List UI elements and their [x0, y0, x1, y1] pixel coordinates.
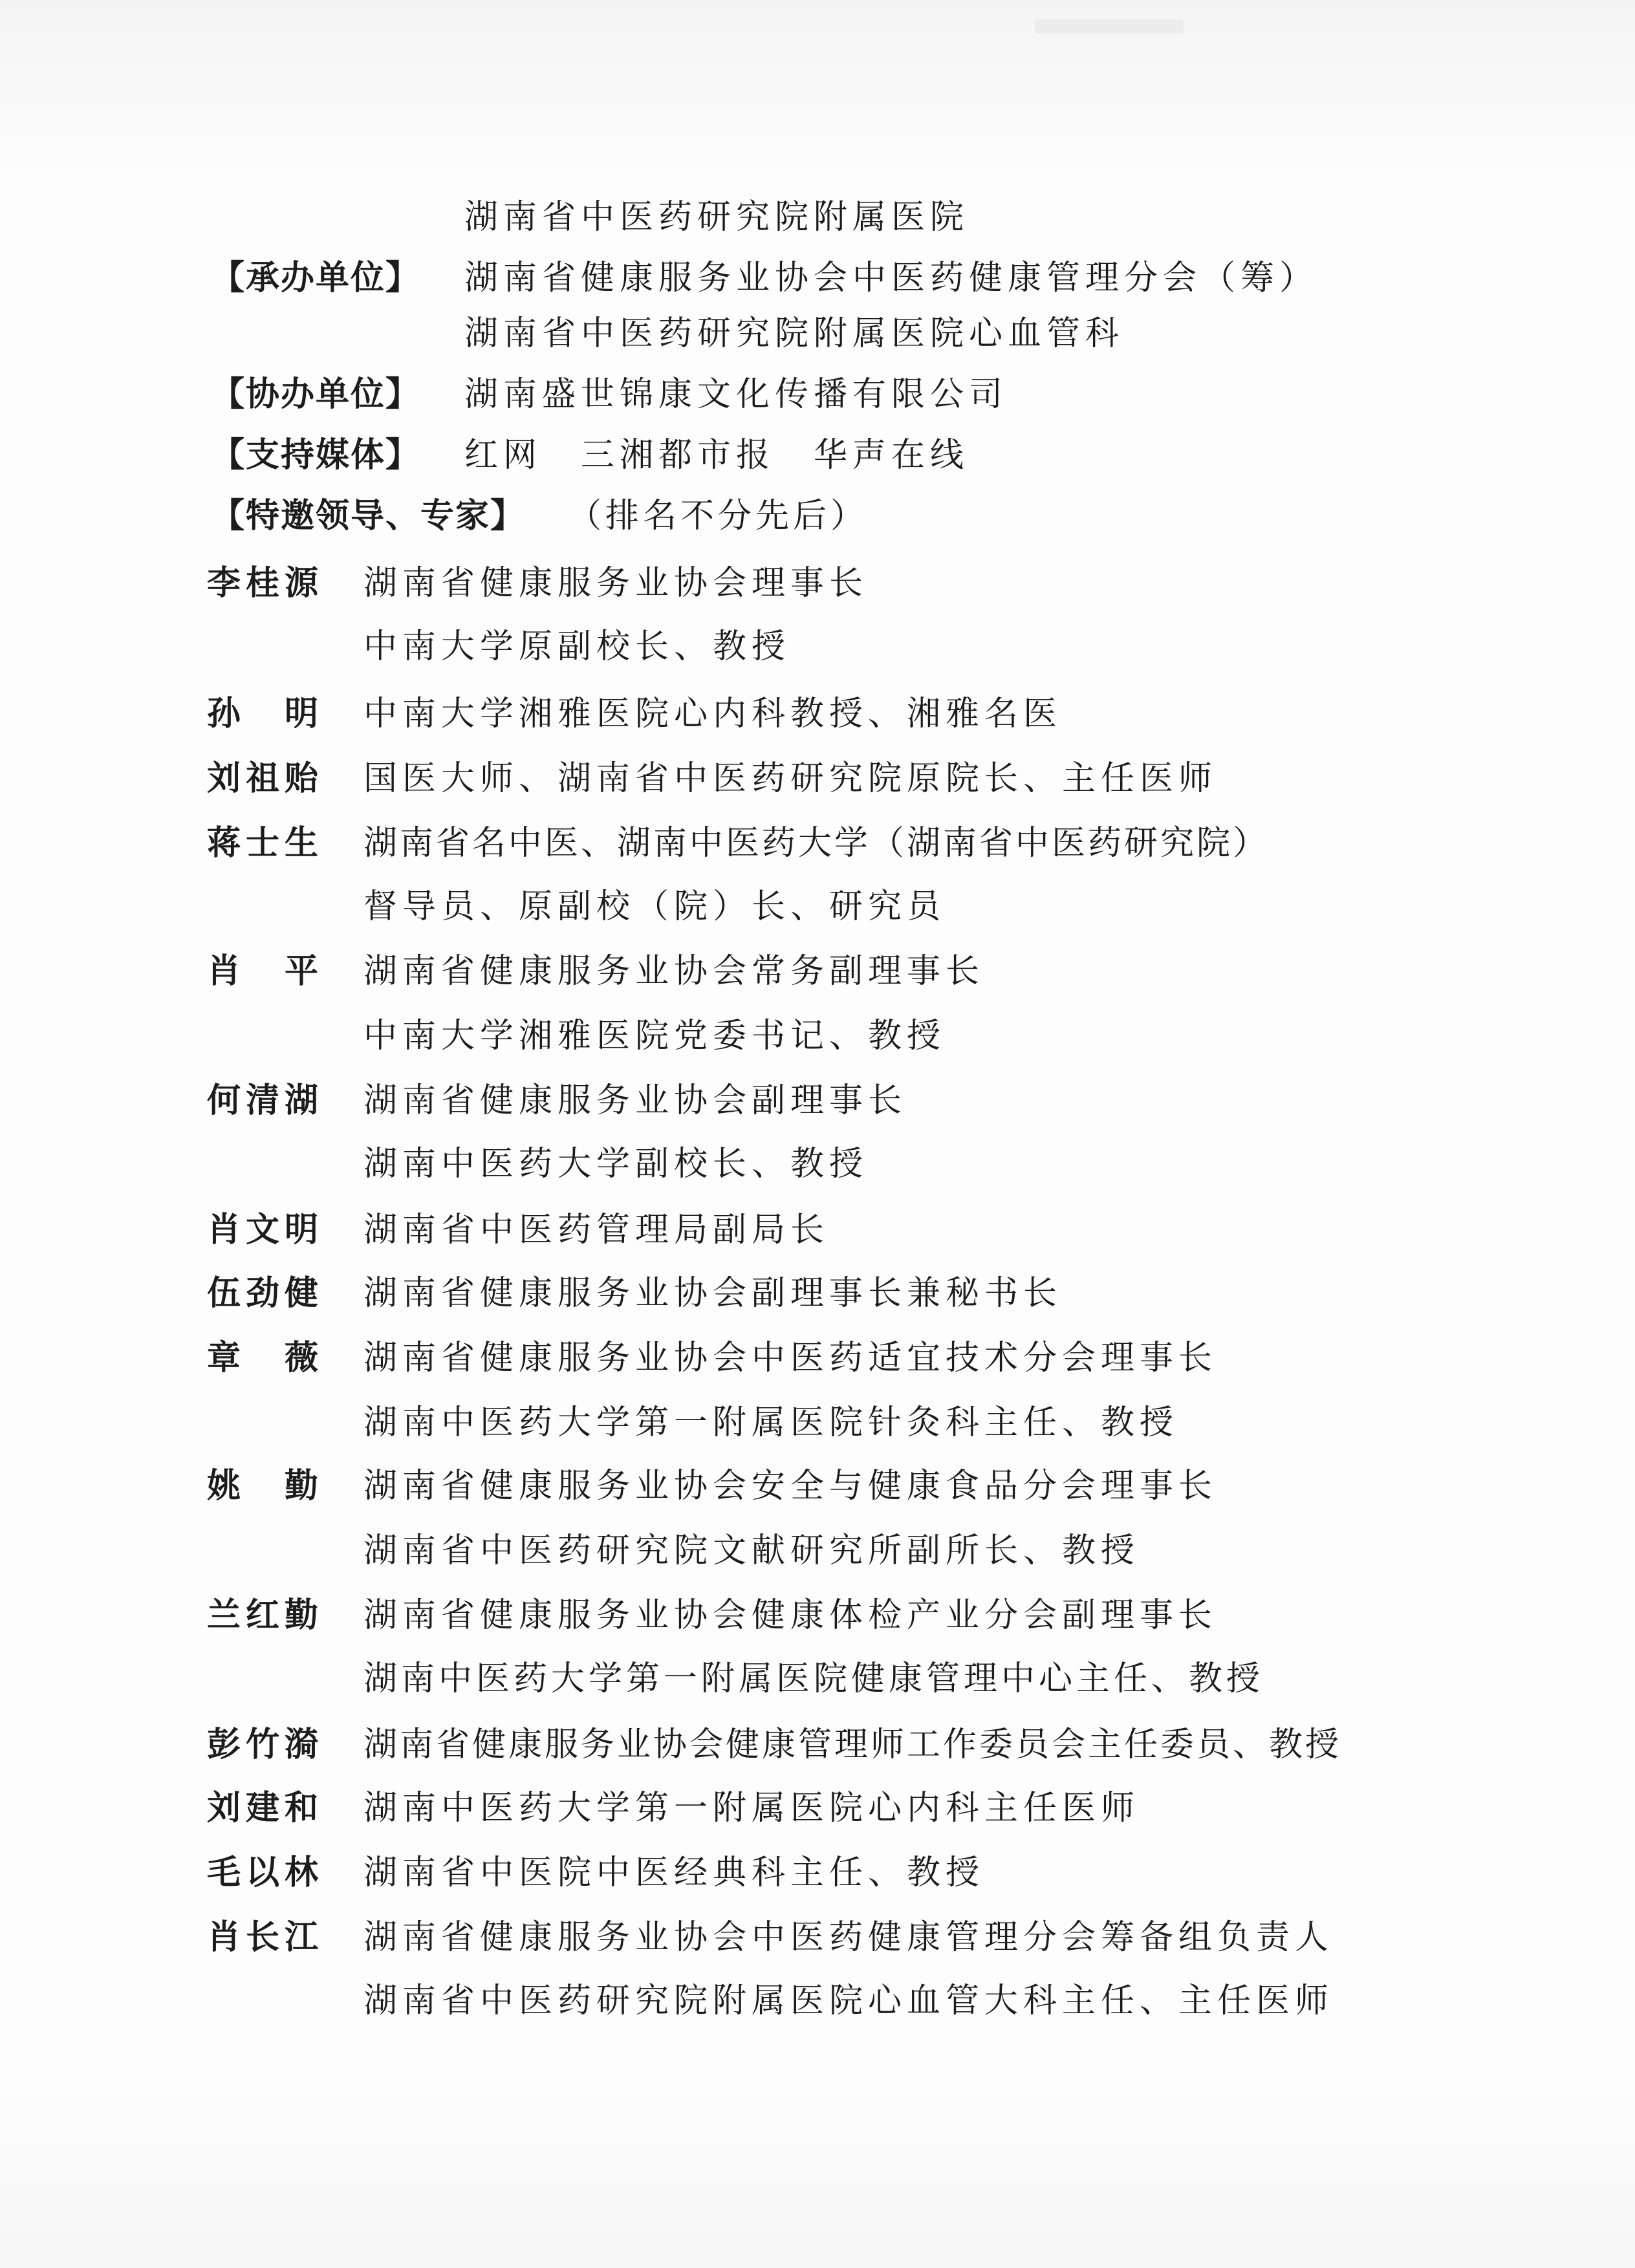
guest-title: 湖南省中医药管理局副局长	[363, 1211, 830, 1249]
guest-name: 毛以林	[207, 1853, 324, 1892]
guest-name: 姚 勤	[207, 1466, 324, 1506]
media-label: 【支持媒体】	[211, 435, 421, 475]
guest-title: 湖南中医药大学第一附属医院健康管理中心主任、教授	[363, 1659, 1264, 1698]
guest-name: 刘祖贻	[207, 759, 324, 798]
guest-title: 湖南省健康服务业协会健康体检产业分会副理事长	[363, 1596, 1218, 1635]
organizers-line: 湖南省中医药研究院附属医院心血管科	[464, 314, 1125, 353]
guest-title: 国医大师、湖南省中医药研究院原院长、主任医师	[363, 759, 1218, 798]
guest-name: 兰红勤	[207, 1595, 324, 1635]
guest-title: 中南大学原副校长、教授	[363, 627, 791, 666]
guest-title: 湖南中医药大学第一附属医院心内科主任医师	[363, 1789, 1140, 1828]
guest-title: 湖南省健康服务业协会中医药适宜技术分会理事长	[363, 1339, 1218, 1377]
scan-artifact	[1035, 19, 1184, 34]
guest-title: 湖南省健康服务业协会健康管理师工作委员会主任委员、教授	[363, 1725, 1342, 1764]
guest-name: 蒋士生	[207, 823, 324, 863]
co-organizers-label: 【协办单位】	[211, 374, 421, 414]
guest-name: 李桂源	[207, 563, 324, 603]
guest-title: 湖南省健康服务业协会中医药健康管理分会筹备组负责人	[363, 1918, 1334, 1957]
guests-header-label: 【特邀领导、专家】	[211, 496, 526, 535]
guest-title: 湖南省健康服务业协会安全与健康食品分会理事长	[363, 1467, 1218, 1506]
guest-title: 湖南中医药大学第一附属医院针灸科主任、教授	[363, 1403, 1179, 1442]
guest-title: 湖南省健康服务业协会副理事长	[363, 1081, 907, 1120]
guest-title: 湖南省中医药研究院附属医院心血管大科主任、主任医师	[363, 1982, 1334, 2020]
guest-name: 彭竹漪	[207, 1725, 324, 1764]
guest-title: 湖南省健康服务业协会副理事长兼秘书长	[363, 1274, 1063, 1313]
guest-title: 湖南省健康服务业协会理事长	[363, 564, 869, 603]
guest-name: 肖 平	[207, 951, 324, 991]
guest-name: 何清湖	[207, 1081, 324, 1120]
guest-name: 孙 明	[207, 694, 324, 733]
guest-name: 章 薇	[207, 1338, 324, 1377]
guest-name: 伍劲健	[207, 1273, 324, 1313]
guest-title: 督导员、原副校（院）长、研究员	[363, 887, 946, 926]
guest-title: 湖南中医药大学副校长、教授	[363, 1145, 869, 1183]
guests-header-note: （排名不分先后）	[568, 497, 869, 535]
media-line: 红网 三湘都市报 华声在线	[464, 436, 969, 475]
guest-title: 湖南省中医院中医经典科主任、教授	[363, 1853, 985, 1892]
guest-name: 肖文明	[207, 1210, 324, 1249]
guest-title: 湖南省健康服务业协会常务副理事长	[363, 952, 985, 991]
organizers-line: 湖南省健康服务业协会中医药健康管理分会（筹）	[464, 259, 1319, 297]
organizers-label: 【承办单位】	[211, 258, 421, 297]
guest-name: 肖长江	[207, 1917, 324, 1957]
guest-title: 中南大学湘雅医院党委书记、教授	[363, 1017, 946, 1055]
guest-title: 湖南省名中医、湖南中医药大学（湖南省中医药研究院）	[363, 824, 1270, 863]
guest-name: 刘建和	[207, 1788, 324, 1828]
guest-title: 中南大学湘雅医院心内科教授、湘雅名医	[363, 695, 1063, 733]
co-organizers-line: 湖南盛世锦康文化传播有限公司	[464, 375, 1008, 414]
guest-title: 湖南省中医药研究院文献研究所副所长、教授	[363, 1531, 1140, 1570]
host-text: 湖南省中医药研究院附属医院	[464, 198, 969, 237]
